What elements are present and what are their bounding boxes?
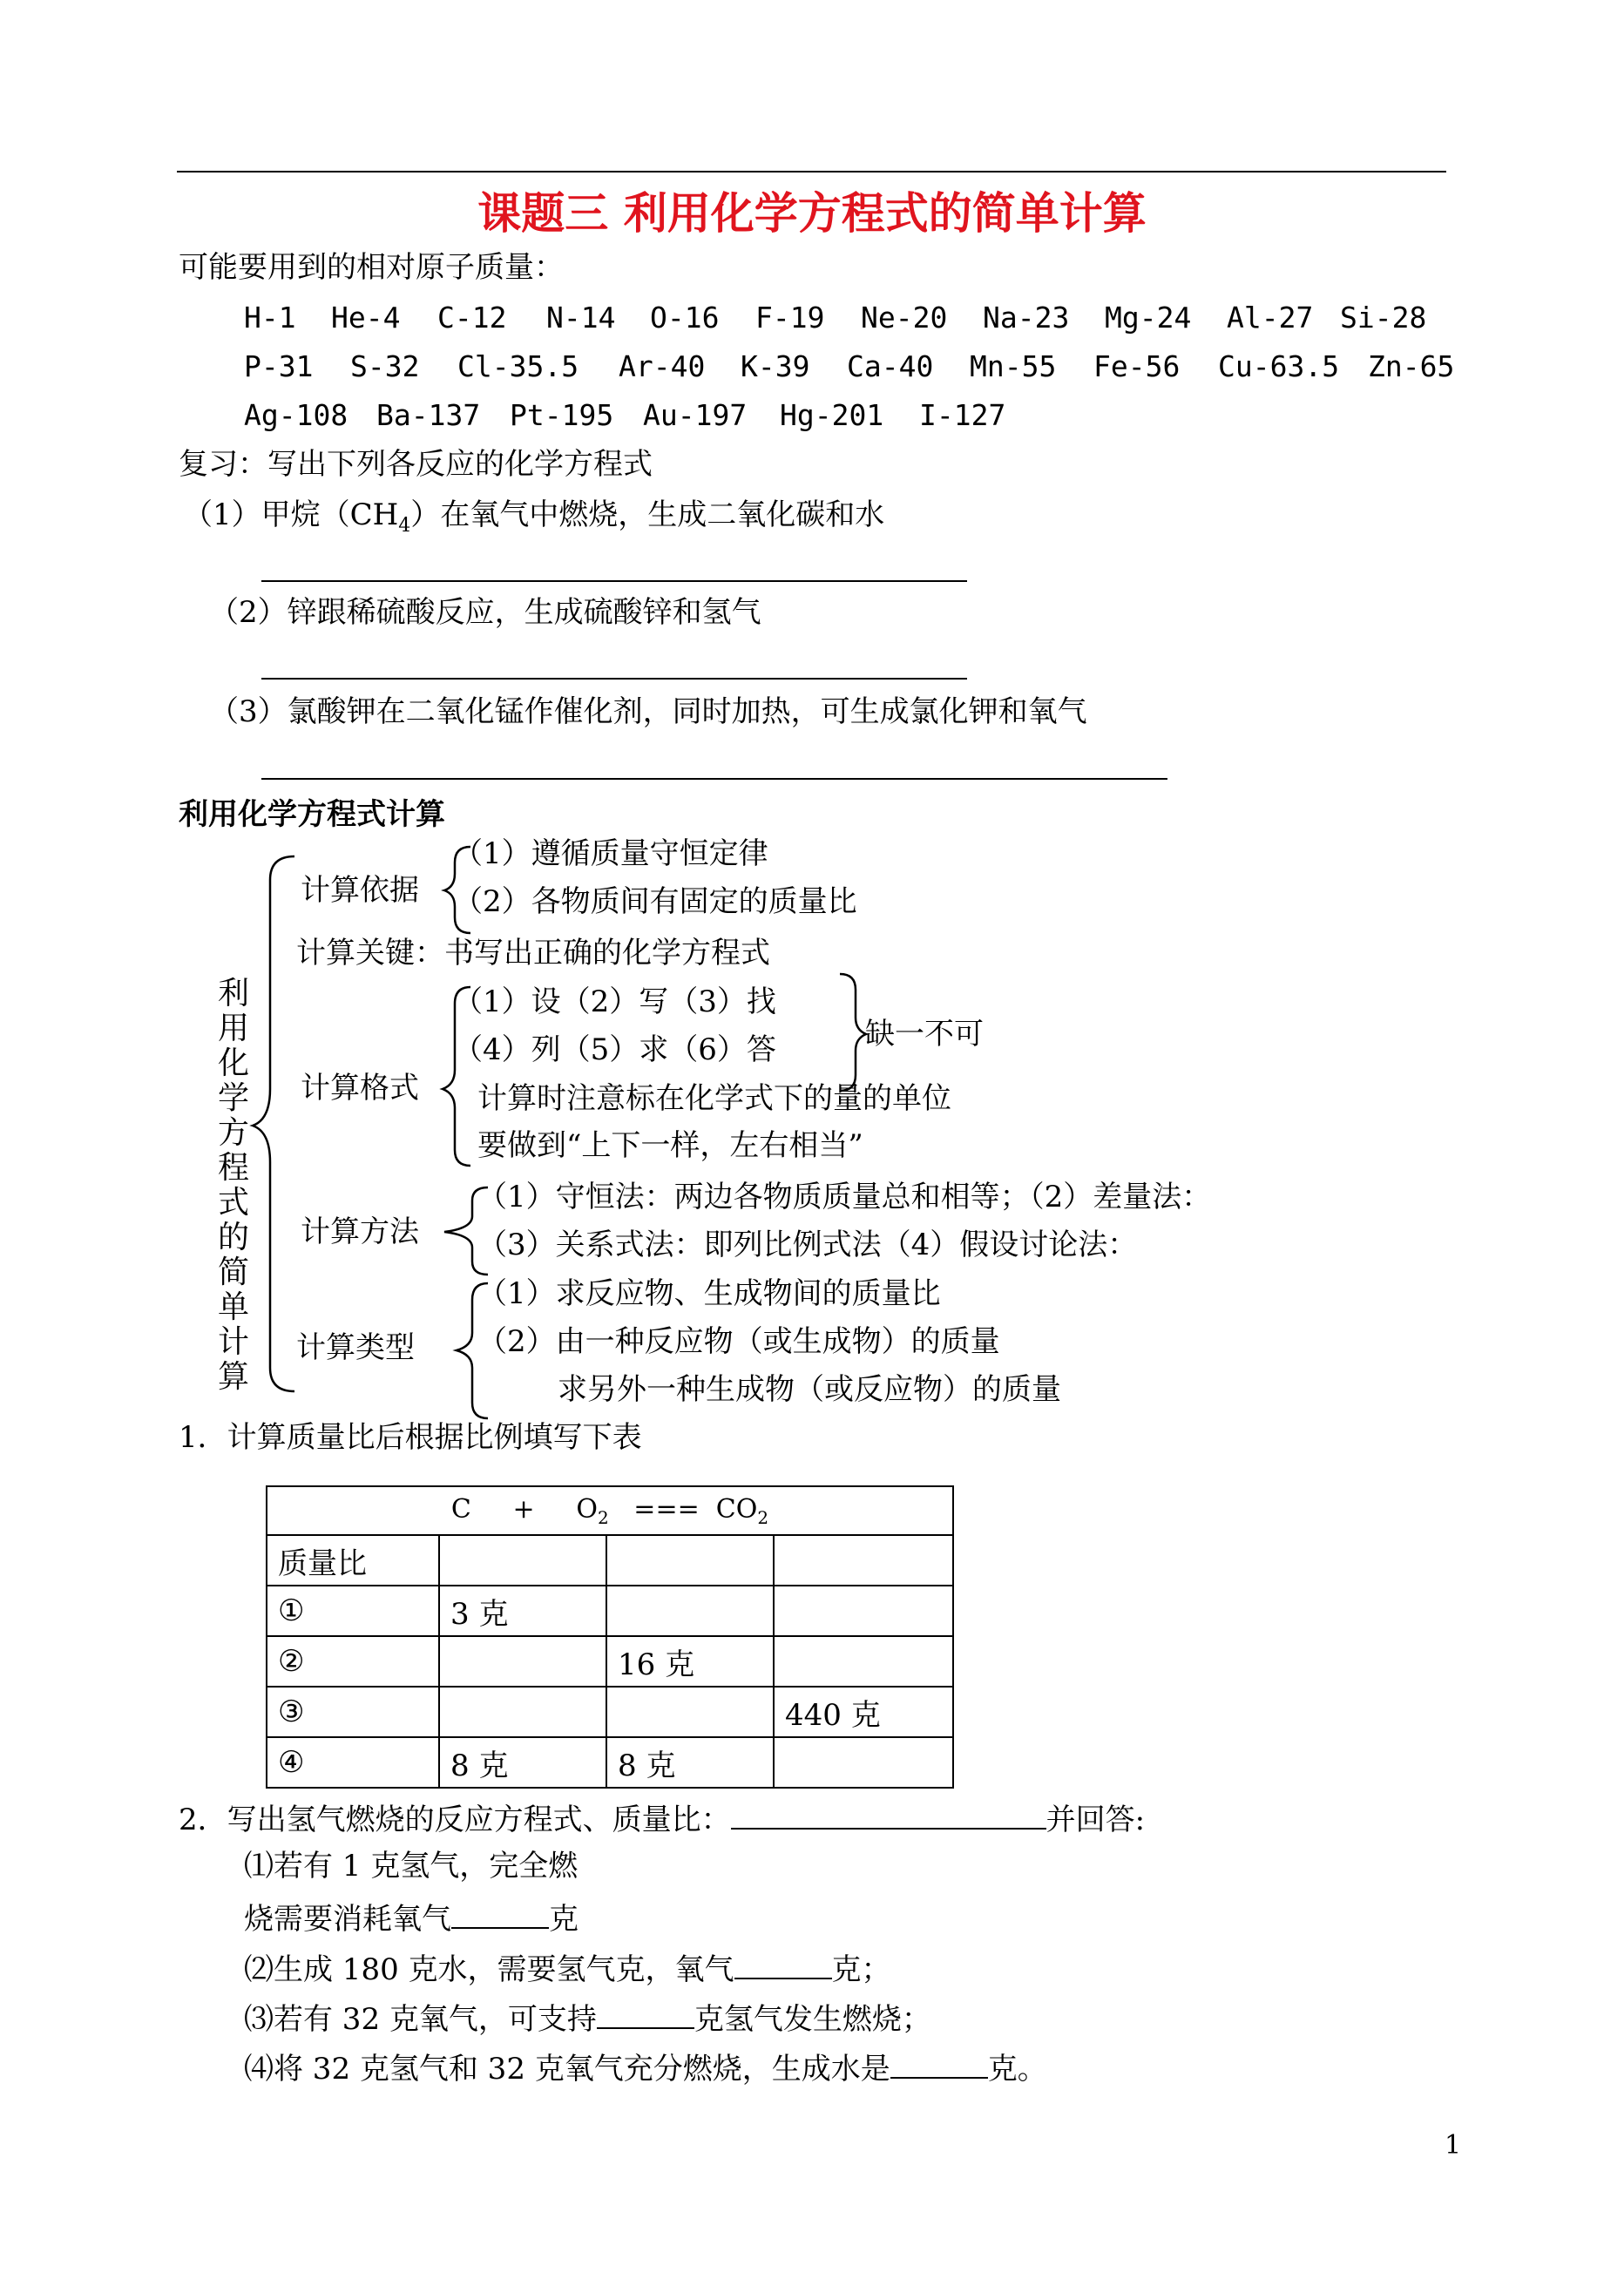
table-row bbox=[267, 1636, 953, 1687]
subscript: 2 bbox=[757, 1506, 769, 1528]
atomic-mass-intro: 可能要用到的相对原子质量： bbox=[179, 250, 564, 285]
table-cell[interactable] bbox=[606, 1535, 774, 1586]
atomic-mass: I-127 bbox=[919, 398, 1006, 432]
q2-text-tail: 克； bbox=[831, 1952, 891, 1987]
main-brace bbox=[253, 856, 294, 1391]
vertical-label-char: 算 bbox=[218, 1359, 250, 1395]
table-cell[interactable] bbox=[439, 1636, 606, 1687]
q2-text: ⑵生成 180 克水，需要氢气克，氧气 bbox=[244, 1952, 734, 1987]
format-must: 缺一不可 bbox=[865, 1017, 984, 1052]
table-cell: ④ bbox=[267, 1737, 439, 1788]
table-cell: 3 克 bbox=[439, 1586, 606, 1636]
atomic-mass: Fe-56 bbox=[1093, 349, 1181, 383]
table-cell: 440 克 bbox=[774, 1687, 953, 1737]
vertical-label-char: 的 bbox=[218, 1220, 250, 1255]
equation-cell bbox=[267, 1486, 953, 1535]
vertical-label-char: 用 bbox=[218, 1011, 250, 1046]
answer-blank[interactable] bbox=[451, 1901, 549, 1929]
atomic-mass: Hg-201 bbox=[780, 398, 884, 432]
atomic-mass: S-32 bbox=[350, 349, 420, 383]
table-cell[interactable] bbox=[606, 1586, 774, 1636]
table-row bbox=[267, 1687, 953, 1737]
q1-text-tail: 克 bbox=[549, 1902, 579, 1937]
calc-section-heading: 利用化学方程式计算 bbox=[179, 797, 445, 832]
table-cell: 16 克 bbox=[606, 1636, 774, 1687]
atomic-mass: Zn-65 bbox=[1368, 349, 1455, 383]
atomic-mass: Al-27 bbox=[1227, 301, 1314, 335]
subscript: 4 bbox=[398, 514, 411, 537]
atomic-mass: C-12 bbox=[437, 301, 507, 335]
atomic-mass: Mn-55 bbox=[970, 349, 1057, 383]
exercise-2-q4 bbox=[244, 2051, 1047, 2087]
review-heading: 复习：写出下列各反应的化学方程式 bbox=[179, 447, 653, 482]
calc-key: 计算关键：书写出正确的化学方程式 bbox=[296, 936, 770, 971]
equation-text: === CO bbox=[608, 1493, 758, 1525]
q1-text: 烧需要消耗氧气 bbox=[244, 1902, 451, 1937]
exercise-2-q2 bbox=[244, 1951, 891, 1985]
table-cell: ② bbox=[267, 1636, 439, 1687]
atomic-mass: Ne-20 bbox=[861, 301, 948, 335]
method-label: 计算方法 bbox=[301, 1214, 419, 1249]
atomic-mass: Ar-40 bbox=[619, 349, 706, 383]
vertical-label-char: 计 bbox=[218, 1324, 250, 1360]
exercise-1-heading: 1．计算质量比后根据比例填写下表 bbox=[179, 1420, 642, 1455]
exercise-2-heading-text: 2．写出氢气燃烧的反应方程式、质量比： bbox=[179, 1803, 731, 1837]
table-row bbox=[267, 1737, 953, 1788]
atomic-mass: Au-197 bbox=[643, 398, 748, 432]
table-equation-row bbox=[267, 1486, 953, 1535]
basis-item-2: （2）各物质间有固定的质量比 bbox=[453, 884, 857, 919]
table-row bbox=[267, 1586, 953, 1636]
vertical-label-char: 学 bbox=[218, 1080, 250, 1116]
basis-item-1: （1）遵循质量守恒定律 bbox=[453, 836, 768, 871]
table-cell: ① bbox=[267, 1586, 439, 1636]
table-cell[interactable] bbox=[774, 1636, 953, 1687]
table-row bbox=[267, 1535, 953, 1586]
atomic-mass: Ag-108 bbox=[244, 398, 348, 432]
table-cell[interactable] bbox=[774, 1737, 953, 1788]
method-item-1: （1）守恒法：两边各物质质量总和相等；（2）差量法： bbox=[477, 1180, 1212, 1214]
table-cell[interactable] bbox=[439, 1687, 606, 1737]
q4-text: ⑷将 32 克氢气和 32 克氧气充分燃烧，生成水是 bbox=[244, 2052, 890, 2087]
vertical-label-char: 利 bbox=[218, 976, 250, 1011]
review-question-2: （2）锌跟稀硫酸反应，生成硫酸锌和氢气 bbox=[209, 595, 761, 630]
atomic-mass: H-1 bbox=[244, 301, 296, 335]
table-cell[interactable] bbox=[774, 1586, 953, 1636]
atomic-mass: He-4 bbox=[331, 301, 401, 335]
type-item-1: （1）求反应物、生成物间的质量比 bbox=[477, 1276, 941, 1311]
vertical-label-char: 单 bbox=[218, 1289, 250, 1325]
type-item-2: （2）由一种反应物（或生成物）的质量 bbox=[477, 1324, 1000, 1359]
vertical-label-char: 式 bbox=[218, 1185, 250, 1221]
subscript: 2 bbox=[597, 1506, 609, 1528]
format-note-2: 要做到“上下一样，左右相当” bbox=[477, 1128, 863, 1163]
atomic-mass: Pt-195 bbox=[510, 398, 614, 432]
atomic-mass: Cu-63.5 bbox=[1218, 349, 1340, 383]
table-cell: 质量比 bbox=[267, 1535, 439, 1586]
table-cell[interactable] bbox=[439, 1535, 606, 1586]
format-steps-2: （4）列（5）求（6）答 bbox=[453, 1032, 776, 1067]
vertical-label-char: 程 bbox=[218, 1150, 250, 1186]
atomic-mass: N-14 bbox=[546, 301, 616, 335]
table-cell[interactable] bbox=[774, 1535, 953, 1586]
format-label: 计算格式 bbox=[301, 1071, 419, 1106]
atomic-mass: Na-23 bbox=[983, 301, 1070, 335]
atomic-mass: Ba-137 bbox=[376, 398, 481, 432]
answer-blank[interactable] bbox=[731, 1802, 1046, 1830]
page-title: 课题三 利用化学方程式的简单计算 bbox=[477, 187, 1147, 239]
vertical-label-char: 简 bbox=[218, 1255, 250, 1290]
method-item-2: （3）关系式法：即列比例式法（4）假设讨论法： bbox=[477, 1228, 1138, 1262]
vertical-label-char: 方 bbox=[218, 1115, 250, 1151]
table-cell: ③ bbox=[267, 1687, 439, 1737]
basis-label: 计算依据 bbox=[301, 873, 419, 908]
exercise-2-q3 bbox=[244, 2001, 931, 2037]
format-steps-1: （1）设（2）写（3）找 bbox=[453, 984, 776, 1019]
answer-blank[interactable] bbox=[734, 1951, 832, 1979]
exercise-2-heading bbox=[179, 1802, 1145, 1835]
exercise-2-q1-line-2 bbox=[244, 1901, 579, 1937]
page-number: 1 bbox=[1445, 2130, 1462, 2161]
table-cell: 8 克 bbox=[606, 1737, 774, 1788]
atomic-mass: O-16 bbox=[650, 301, 720, 335]
atomic-mass: K-39 bbox=[741, 349, 810, 383]
q3-text-tail: 克氢气发生燃烧； bbox=[694, 2002, 931, 2037]
q3-text: ⑶若有 32 克氧气，可支持 bbox=[244, 2002, 597, 2037]
exercise-2-q1-line-1: ⑴若有 1 克氢气，完全燃 bbox=[244, 1849, 579, 1884]
vertical-label-char: 化 bbox=[218, 1045, 250, 1081]
equation-text: C + O bbox=[450, 1493, 598, 1525]
review-q1-text: （1）甲烷（CH bbox=[183, 497, 399, 532]
q4-text-tail: 克。 bbox=[987, 2052, 1047, 2087]
must-brace bbox=[840, 974, 866, 1091]
type-item-3: 求另外一种生成物（或反应物）的质量 bbox=[558, 1372, 1061, 1407]
exercise-2-heading-tail: 并回答: bbox=[1045, 1803, 1146, 1837]
review-q1-text-tail: ）在氧气中燃烧，生成二氧化碳和水 bbox=[410, 497, 885, 532]
answer-blank[interactable] bbox=[890, 2051, 988, 2079]
review-question-3: （3）氯酸钾在二氧化锰作催化剂，同时加热，可生成氯化钾和氧气 bbox=[209, 694, 1087, 729]
atomic-mass: Cl-35.5 bbox=[457, 349, 579, 383]
table-cell[interactable] bbox=[606, 1687, 774, 1737]
atomic-mass: P-31 bbox=[244, 349, 314, 383]
answer-blank[interactable] bbox=[597, 2001, 694, 2029]
format-note-1: 计算时注意标在化学式下的量的单位 bbox=[477, 1081, 951, 1116]
atomic-mass: F-19 bbox=[755, 301, 825, 335]
table-cell: 8 克 bbox=[439, 1737, 606, 1788]
atomic-mass: Mg-24 bbox=[1105, 301, 1192, 335]
atomic-mass: Ca-40 bbox=[847, 349, 934, 383]
mass-ratio-table bbox=[266, 1485, 954, 1789]
type-label: 计算类型 bbox=[296, 1330, 415, 1365]
atomic-mass: Si-28 bbox=[1340, 301, 1427, 335]
